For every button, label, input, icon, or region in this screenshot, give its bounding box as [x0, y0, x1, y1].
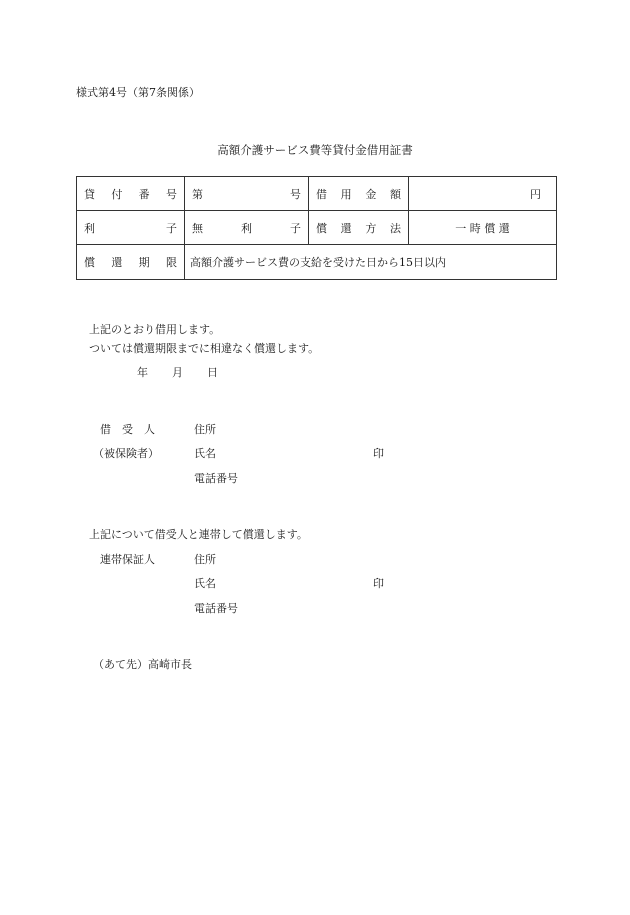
- guarantor-phone-label: 電話番号: [194, 602, 238, 615]
- guarantor-address-label: 住所: [194, 553, 216, 566]
- amount-unit: 円: [530, 187, 541, 201]
- borrower-label: 借 受 人: [100, 423, 155, 436]
- borrower-phone-label: 電話番号: [194, 472, 238, 485]
- loan-number-suffix: 号: [290, 187, 301, 201]
- document-title: 高額介護サービス費等貸付金借用証書: [217, 143, 413, 157]
- borrower-seal-mark: 印: [373, 447, 384, 460]
- date-month: 月: [172, 366, 183, 379]
- table-row: [77, 245, 557, 280]
- loan-number-label: 貸 付 番 号: [77, 177, 185, 211]
- borrower-name-label: 氏名: [194, 447, 216, 460]
- statement-line-2: ついては償還期限までに相違なく償還します。: [89, 342, 320, 355]
- table-row: [77, 177, 557, 211]
- form-number: 様式第4号（第7条関係）: [76, 86, 200, 99]
- guarantor-name-label: 氏名: [194, 577, 216, 590]
- repay-method-label: 償 還 方 法: [309, 211, 409, 245]
- guarantor-statement: 上記について借受人と連帯して償還します。: [89, 528, 308, 541]
- repay-period-value: 高額介護サービス費の支給を受けた日から15日以内: [185, 245, 557, 280]
- loan-details-table: [76, 176, 557, 280]
- interest-label: 利 子: [77, 211, 185, 245]
- interest-value: 無 利 子: [185, 211, 309, 245]
- loan-number-cell: [185, 177, 309, 211]
- amount-label: 借 用 金 額: [309, 177, 409, 211]
- addressee: （あて先）高崎市長: [93, 658, 192, 671]
- loan-number-prefix: 第: [192, 187, 203, 201]
- guarantor-seal-mark: 印: [373, 577, 384, 590]
- repay-method-value: 一 時 償 還: [409, 211, 557, 245]
- date-year: 年: [137, 366, 148, 379]
- guarantor-label: 連帯保証人: [100, 553, 155, 566]
- date-day: 日: [207, 366, 218, 379]
- amount-cell: [409, 177, 557, 211]
- statement-line-1: 上記のとおり借用します。: [89, 323, 221, 336]
- borrower-address-label: 住所: [194, 423, 216, 436]
- borrower-sublabel: （被保険者）: [93, 447, 159, 460]
- repay-period-label: 償 還 期 限: [77, 245, 185, 280]
- table-row: [77, 211, 557, 245]
